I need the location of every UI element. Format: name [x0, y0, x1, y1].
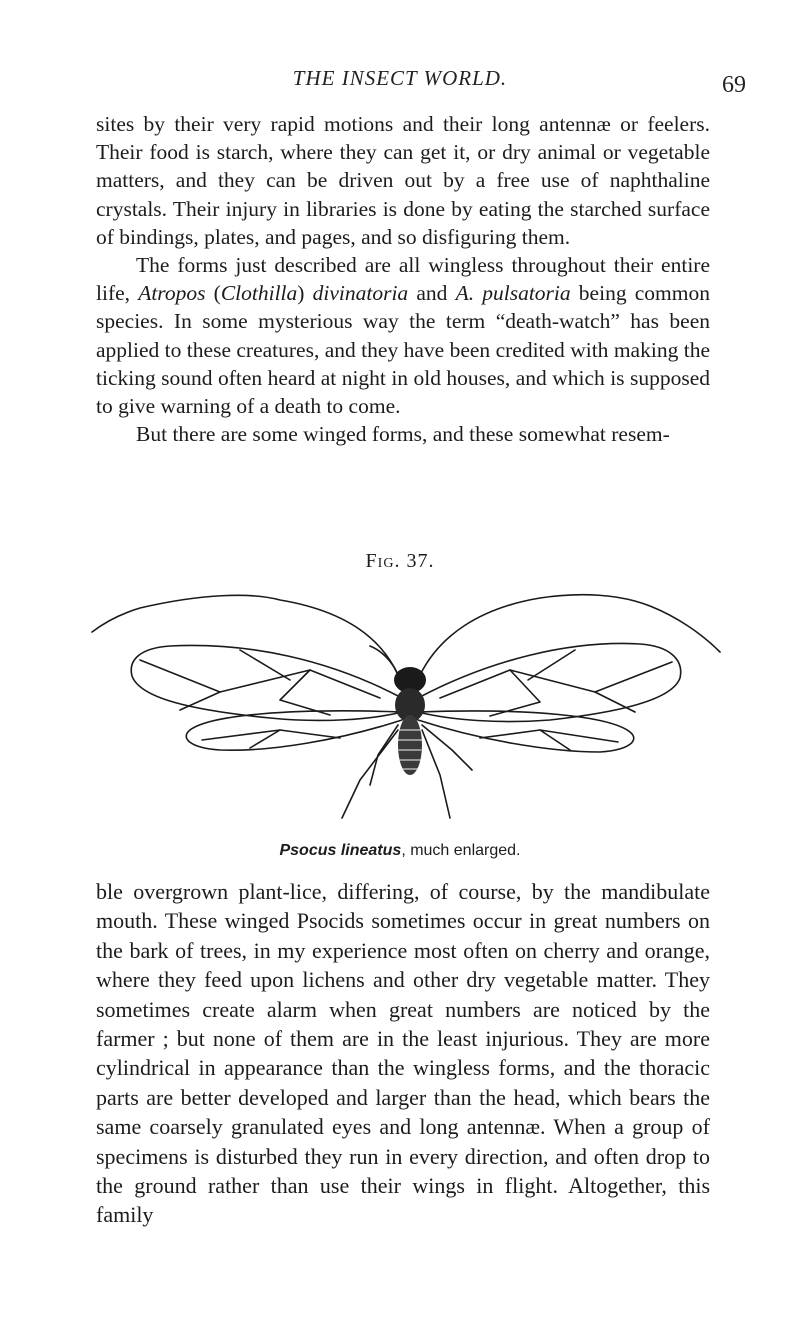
right-hindwing-vein [480, 730, 540, 738]
right-forewing-vein [595, 662, 672, 712]
left-hindwing-vein [280, 730, 340, 738]
left-antenna-inner [370, 646, 398, 675]
paragraph: sites by their very rapid motions and their long antennæ or feelers. Their food is starch, where they can get it, or dry animal or vegetable matters, and they can be driven out by a free use of naphthaline crystals. Their injury in libraries is done by eating the starched surface of bindings, plates, and pages, and so disfiguring them. [96, 112, 710, 249]
left-forewing-vein [220, 670, 330, 715]
text-run: ) [297, 281, 313, 306]
left-forewing-vein [140, 660, 220, 710]
paragraph [96, 251, 710, 420]
figure-caption-species: Psocus lineatus [279, 842, 402, 859]
right-antenna [420, 595, 720, 675]
right-hindwing-vein [540, 730, 618, 750]
text-block-bottom [96, 877, 710, 1230]
figure-caption [0, 842, 800, 860]
text-run: and [408, 281, 456, 306]
synonym-name: Clothilla [220, 281, 298, 306]
right-leg [422, 730, 450, 818]
right-forewing-vein [440, 670, 510, 698]
left-leg [370, 725, 398, 785]
genus-name: Atropos [138, 281, 206, 306]
insect-illustration [80, 580, 740, 835]
right-forewing [418, 643, 681, 721]
text-run: being common species. In some mysterious way the term “death-watch” has been applied to these creatures, and they have been credited with making the ticking sound often heard at night in old houses, and which is supposed to give warning of a death to come. [96, 281, 710, 419]
left-hindwing [186, 711, 402, 750]
left-leg [342, 730, 398, 818]
left-forewing-vein [310, 670, 380, 698]
left-antenna [92, 595, 398, 675]
right-forewing-vein [490, 670, 595, 716]
running-head: THE INSECT WORLD. [292, 66, 508, 90]
page-number: 69 [722, 72, 746, 98]
insect-abdomen [398, 715, 422, 775]
text-run: ( [205, 281, 221, 306]
species-name: divinatoria [312, 281, 409, 306]
figure-psocus-illustration [80, 580, 740, 835]
figure-caption-rest: , much enlarged. [401, 842, 521, 859]
text-run: The forms just described are all wingless throughout their entire life, [96, 253, 710, 306]
text-block-top [96, 110, 710, 448]
left-hindwing-vein [202, 730, 280, 748]
paragraph: But there are some winged forms, and these somewhat resem- [136, 422, 670, 447]
species-name: A. pulsatoria [455, 281, 571, 306]
left-forewing [131, 645, 402, 720]
paragraph: ble overgrown plant-lice, differing, of course, by the mandibulate mouth. These winged Psocids sometimes occur in great numbers on the bark of trees, in my experience most often on cherry and orange, where they feed upon lichens and other dry vegetable matter. They sometimes create alarm when great numbers are noticed by the farmer ; but none of them are in the least injurious. They are more cylindrical in appearance than the wingless forms, and the thoracic parts are better developed and larger than the head, which bears the same coarsely granulated eyes and long antennæ. When a group of specimens is disturbed they run in every direction, and often drop to the ground rather than use their wings in flight. Altogether, this family [96, 879, 710, 1228]
figure-label: Fig. 37. [365, 550, 435, 572]
